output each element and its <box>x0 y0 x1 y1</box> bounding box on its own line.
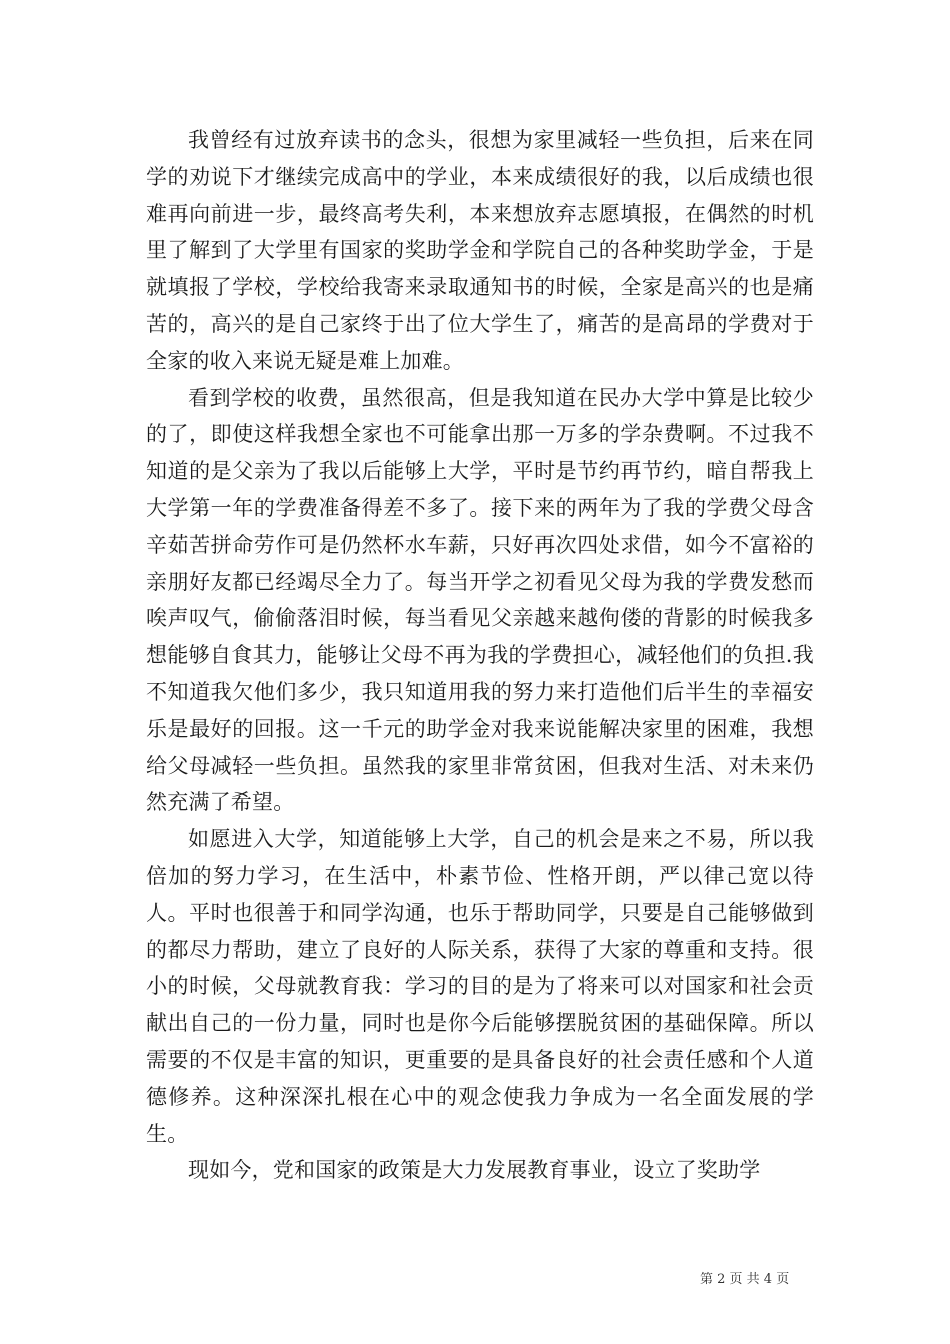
document-body <box>146 122 814 1189</box>
paragraph-3: 如愿进入大学，知道能够上大学，自己的机会是来之不易，所以我倍加的努力学习，在生活中，朴素节俭、性格开朗，严以律己宽以待人。平时也很善于和同学沟通，也乐于帮助同学，只要是自己能够做到的都尽力帮助，建立了良好的人际关系，获得了大家的尊重和支持。很小的时候，父母就教育我：学习的目的是为了将来可以对国家和社会贡献出自己的一份力量，同时也是你今后能够摆脱贫困的基础保障。所以需要的不仅是丰富的知识，更重要的是具备良好的社会责任感和个人道德修养。这种深深扎根在心中的观念使我力争成为一名全面发展的学生。 <box>146 827 814 1146</box>
paragraph-1: 我曾经有过放弃读书的念头，很想为家里减轻一些负担，后来在同学的劝说下才继续完成高中的学业，本来成绩很好的我，以后成绩也很难再向前进一步，最终高考失利，本来想放弃志愿填报，在偶然的时机里了解到了大学里有国家的奖助学金和学院自己的各种奖助学金，于是就填报了学校，学校给我寄来录取通知书的时候，全家是高兴的也是痛苦的，高兴的是自己家终于出了位大学生了，痛苦的是高昂的学费对于全家的收入来说无疑是难上加难。 <box>146 128 814 373</box>
page-number-footer: 第 2 页 共 4 页 <box>700 1272 790 1287</box>
paragraph-4: 现如今，党和国家的政策是大力发展教育事业，设立了奖助学 <box>188 1158 761 1183</box>
paragraph-2: 看到学校的收费，虽然很高，但是我知道在民办大学中算是比较少的了，即使这样我想全家也不可能拿出那一万多的学杂费啊。不过我不知道的是父亲为了我以后能够上大学，平时是节约再节约，暗自帮我上大学第一年的学费准备得差不多了。接下来的两年为了我的学费父母含辛茹苦拼命劳作可是仍然杯水车薪，只好再次四处求借，如今不富裕的亲朋好友都已经竭尽全力了。每当开学之初看见父母为我的学费发愁而唉声叹气，偷偷落泪时候，每当看见父亲越来越佝偻的背影的时候我多想能够自食其力，能够让父母不再为我的学费担心，减轻他们的负担.我不知道我欠他们多少，我只知道用我的努力来打造他们后半生的幸福安乐是最好的回报。这一千元的助学金对我来说能解决家里的困难，我想给父母减轻一些负担。虽然我的家里非常贫困，但我对生活、对未来仍然充满了希望。 <box>146 385 814 815</box>
